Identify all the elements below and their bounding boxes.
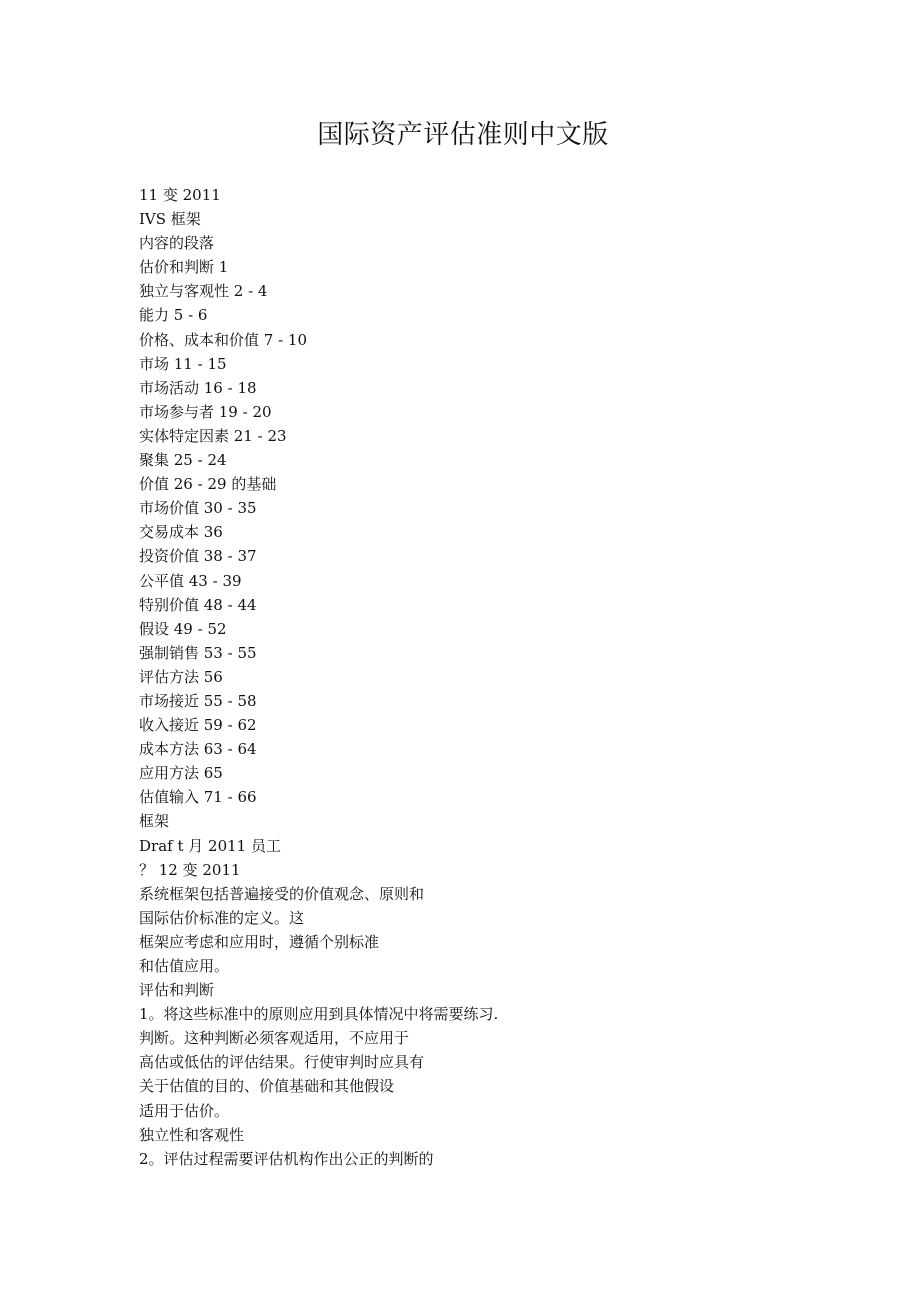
text-line: Draf t 月 2011 员工	[139, 836, 281, 855]
text-line: 特别价值 48 - 44	[139, 595, 257, 614]
text-line: 市场 11 - 15	[139, 354, 227, 373]
text-line: 评估方法 56	[139, 667, 223, 686]
text-line: 适用于估价。	[139, 1101, 230, 1120]
text-line: 内容的段落	[139, 234, 215, 253]
text-line: 交易成本 36	[139, 523, 223, 542]
text-line: ？ 12 变 2011	[139, 860, 241, 879]
text-line: 独立与客观性 2 - 4	[139, 282, 268, 301]
text-line: 估值输入 71 - 66	[139, 788, 257, 807]
text-line: 市场价值 30 - 35	[139, 499, 257, 518]
text-line: 1。将这些标准中的原则应用到具体情况中将需要练习.	[139, 1005, 499, 1024]
text-line: 市场接近 55 - 58	[139, 691, 257, 710]
text-line: 市场参与者 19 - 20	[139, 402, 272, 421]
text-line: 框架	[139, 812, 170, 831]
text-line: 投资价值 38 - 37	[139, 547, 257, 566]
text-line: IVS 框架	[139, 210, 201, 229]
text-line: 关于估值的目的、价值基础和其他假设	[139, 1077, 395, 1096]
document-body	[139, 183, 839, 1171]
text-line: 价格、成本和价值 7 - 10	[139, 330, 308, 349]
text-line: 估价和判断 1	[139, 258, 229, 277]
text-line: 高估或低估的评估结果。行使审判时应具有	[139, 1053, 425, 1072]
text-line: 收入接近 59 - 62	[139, 716, 257, 735]
text-line: 和估值应用。	[139, 957, 230, 975]
text-line: 判断。这种判断必须客观适用，不应用于	[139, 1029, 410, 1048]
text-line: 独立性和客观性	[139, 1125, 245, 1144]
text-line: 框架应考虑和应用时，遵循个别标准	[139, 932, 380, 951]
text-line: 市场活动 16 - 18	[139, 378, 257, 397]
text-line: 能力 5 - 6	[139, 306, 208, 325]
text-line: 假设 49 - 52	[139, 619, 227, 638]
text-line: 系统框架包括普遍接受的价值观念、原则和	[139, 884, 425, 903]
document-title: 国际资产评估准则中文版	[317, 120, 609, 150]
text-line: 应用方法 65	[139, 764, 223, 783]
text-line: 公平值 43 - 39	[139, 571, 242, 590]
text-line: 强制销售 53 - 55	[139, 643, 257, 662]
text-line: 实体特定因素 21 - 23	[139, 426, 287, 445]
text-line: 成本方法 63 - 64	[139, 740, 257, 759]
text-line: 价值 26 - 29 的基础	[139, 475, 277, 494]
text-line: 评估和判断	[139, 981, 215, 1000]
text-line: 聚集 25 - 24	[139, 451, 227, 470]
text-line: 国际估价标准的定义。这	[139, 908, 305, 927]
text-line: 11 变 2011	[139, 186, 221, 204]
text-line: 2。评估过程需要评估机构作出公正的判断的	[139, 1149, 434, 1168]
